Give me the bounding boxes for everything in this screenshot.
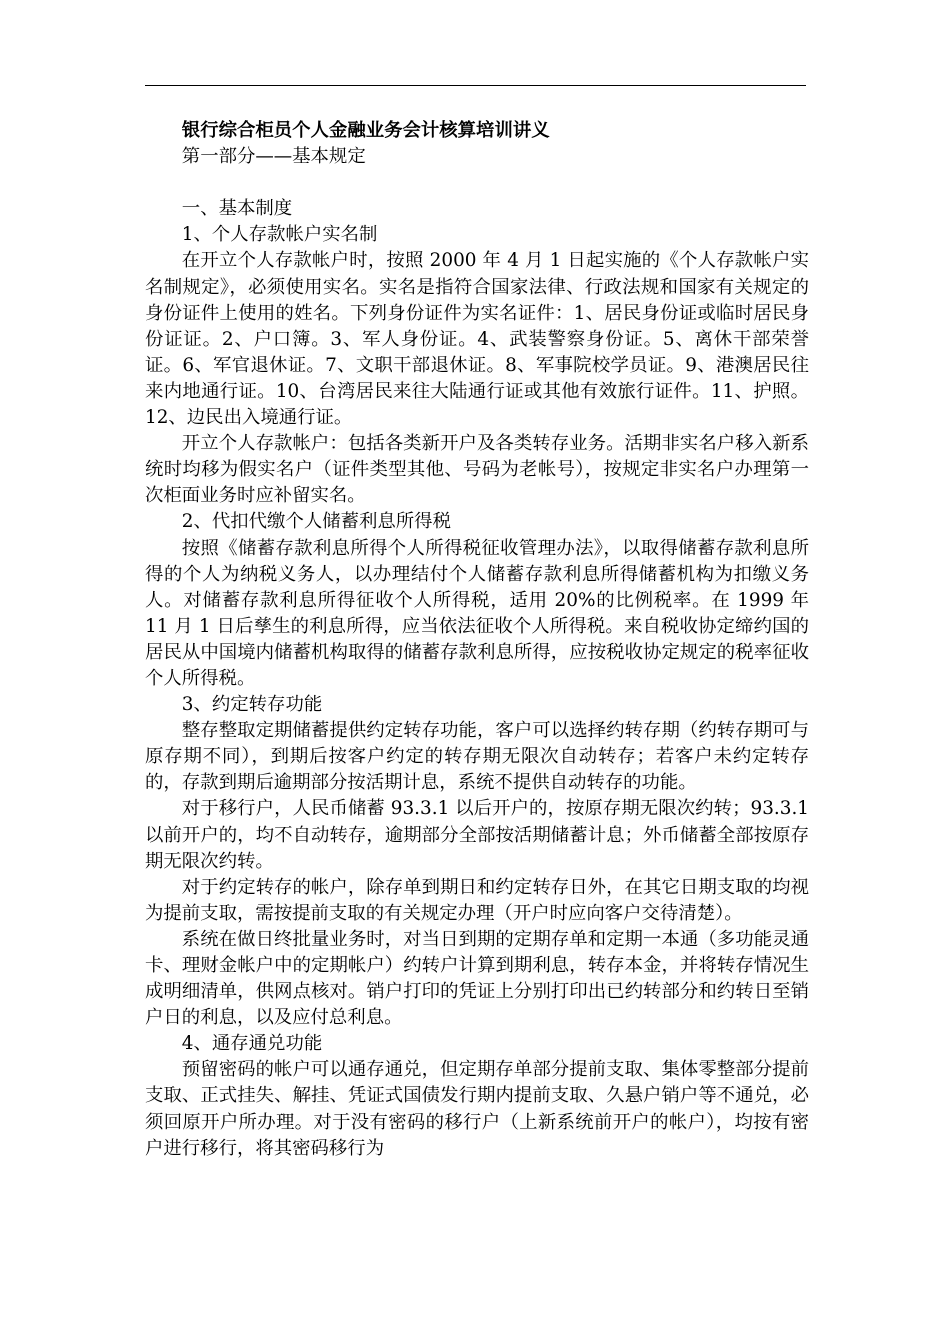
item-heading-3: 3、约定转存功能 [181,694,323,716]
part-title: 第一部分——基本规定 [181,146,366,168]
item-heading-1: 1、个人存款帐户实名制 [181,224,378,246]
paragraph: 系统在做日终批量业务时，对当日到期的定期存单和定期一本通（多功能灵通卡、理财金帐户中的定期帐户）约转户计算到期利息，转存本金，并将转存情况生成明细清单，供网点核对。销户打印的凭证上分别打印出已约转部分和约转日至销户日的利息，以及应付总利息。 [145,928,809,1029]
document-title: 银行综合柜员个人金融业务会计核算培训讲义 [181,120,550,141]
paragraph: 对于约定转存的帐户，除存单到期日和约定转存日外，在其它日期支取的均视为提前支取，需按提前支取的有关规定办理（开户时应向客户交待清楚）。 [145,876,809,924]
paragraph: 按照《储蓄存款利息所得个人所得税征收管理办法》，以取得储蓄存款利息所得的个人为纳税义务人，以办理结付个人储蓄存款利息所得储蓄机构为扣缴义务人。对储蓄存款利息所得征收个人所得税，适用 20%的比例税率。在 1999 年 11 月 1 日后孳生的利息所得，应当依法征收个人所得税。来自税收协定缔约国的居民从中国境内储蓄机构取得的储蓄存款利息所得，应按税收协定规定的税率征收个人所得税。 [145,537,809,689]
paragraph: 对于移行户，人民币储蓄 93.3.1 以后开户的，按原存期无限次约转；93.3.1 以前开户的，均不自动转存，逾期部分全部按活期储蓄计息；外币储蓄全部按原存期无限次约转。 [145,798,809,872]
paragraph: 整存整取定期储蓄提供约定转存功能，客户可以选择约转存期（约转存期可与原存期不同），到期后按客户约定的转存期无限次自动转存；若客户未约定转存的，存款到期后逾期部分按活期计息，系统不提供自动转存的功能。 [145,720,809,794]
paragraph: 开立个人存款帐户：包括各类新开户及各类转存业务。活期非实名户移入新系统时均移为假实名户（证件类型其他、号码为老帐号），按规定非实名户办理第一次柜面业务时应补留实名。 [145,433,809,507]
blank-line [145,170,809,196]
header-rule [145,85,806,86]
item-heading-2: 2、代扣代缴个人储蓄利息所得税 [181,511,451,533]
paragraph: 在开立个人存款帐户时，按照 2000 年 4 月 1 日起实施的《个人存款帐户实名制规定》，必须使用实名。实名是指符合国家法律、行政法规和国家有关规定的身份证件上使用的姓名。下列身份证件为实名证件：1、居民身份证或临时居民身份证证。2、户口簿。3、军人身份证。4、武装警察身份证。5、离休干部荣誉证。6、军官退休证。7、文职干部退休证。8、军事院校学员证。9、港澳居民往来内地通行证。10、台湾居民来往大陆通行证或其他有效旅行证件。11、护照。12、边民出入境通行证。 [145,250,809,429]
section-heading: 一、基本制度 [181,198,293,220]
paragraph: 预留密码的帐户可以通存通兑，但定期存单部分提前支取、集体零整部分提前支取、正式挂失、解挂、凭证式国债发行期内提前支取、久悬户销户等不通兑，必须回原开户所办理。对于没有密码的移行户（上新系统前开户的帐户），均按有密户进行移行，将其密码移行为 [145,1059,809,1159]
document-body [145,118,809,1162]
item-heading-4: 4、通存通兑功能 [181,1033,323,1055]
